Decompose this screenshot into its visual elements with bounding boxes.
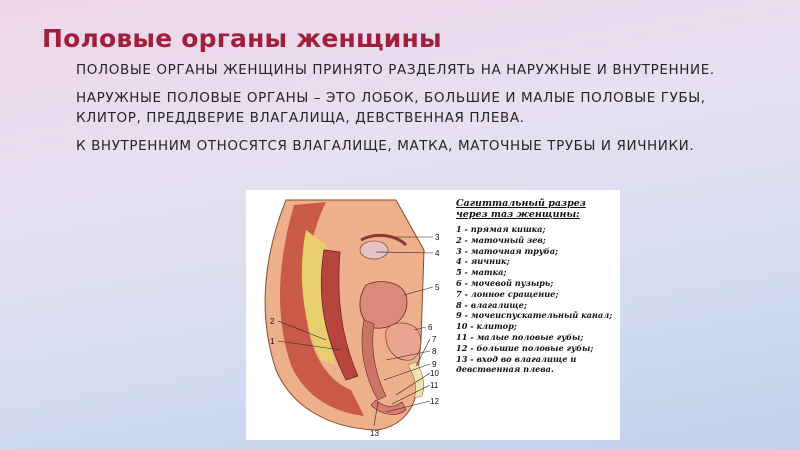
- legend-item-3: 3 - маточная труба;: [456, 245, 559, 256]
- label-1: 1: [270, 337, 275, 346]
- label-13: 13: [370, 429, 379, 438]
- slide-title: Половые органы женщины: [42, 24, 442, 53]
- legend-item-11: 11 - малые половые губы;: [456, 331, 584, 342]
- label-9: 9: [432, 360, 437, 369]
- label-7: 7: [432, 335, 437, 344]
- label-6: 6: [428, 323, 433, 332]
- label-5: 5: [435, 283, 440, 292]
- legend-title: Сагиттальный разрез через таз женщины:: [456, 198, 586, 220]
- label-3: 3: [435, 233, 440, 242]
- legend-item-7: 7 - лонное сращение;: [456, 288, 559, 299]
- legend-item-1: 1 - прямая кишка;: [456, 224, 546, 234]
- label-4: 4: [435, 249, 440, 258]
- legend-item-10: 10 - клитор;: [456, 321, 517, 332]
- legend-item-9: 9 - мочеиспускательный канал;: [456, 310, 613, 321]
- bullet-1: ПОЛОВЫЕ ОРГАНЫ ЖЕНЩИНЫ ПРИНЯТО РАЗДЕЛЯТЬ НА НАРУЖНЫЕ И ВНУТРЕННИЕ.: [76, 62, 715, 78]
- label-12: 12: [430, 397, 439, 406]
- legend-item-4: 4 - яичник;: [456, 256, 510, 267]
- bullet-3: К ВНУТРЕННИМ ОТНОСЯТСЯ ВЛАГАЛИЩЕ, МАТКА, МАТОЧНЫЕ ТРУБЫ И ЯИЧНИКИ.: [76, 138, 695, 154]
- legend-item-6: 6 - мочевой пузырь;: [456, 277, 554, 288]
- label-2: 2: [270, 317, 275, 326]
- anatomy-figure: [246, 190, 620, 440]
- figure-legend: [456, 198, 618, 375]
- legend-item-5: 5 - матка;: [456, 267, 507, 278]
- bullet-list: [76, 60, 716, 164]
- legend-item-8: 8 - влагалище;: [456, 299, 527, 310]
- bullet-2: НАРУЖНЫЕ ПОЛОВЫЕ ОРГАНЫ – ЭТО ЛОБОК, БОЛЬШИЕ И МАЛЫЕ ПОЛОВЫЕ ГУБЫ, КЛИТОР, ПРЕДДВЕРИЕ ВЛАГАЛИЩА, ДЕВСТВЕННАЯ ПЛЕВА.: [76, 90, 706, 126]
- label-10: 10: [430, 369, 439, 378]
- legend-item-12: 12 - большие половые губы;: [456, 342, 594, 353]
- label-11: 11: [430, 381, 439, 390]
- legend-item-13: 13 - вход во влагалище и девственная плева.: [456, 353, 577, 375]
- label-8: 8: [432, 347, 437, 356]
- legend-item-2: 2 - маточный зев;: [456, 234, 546, 245]
